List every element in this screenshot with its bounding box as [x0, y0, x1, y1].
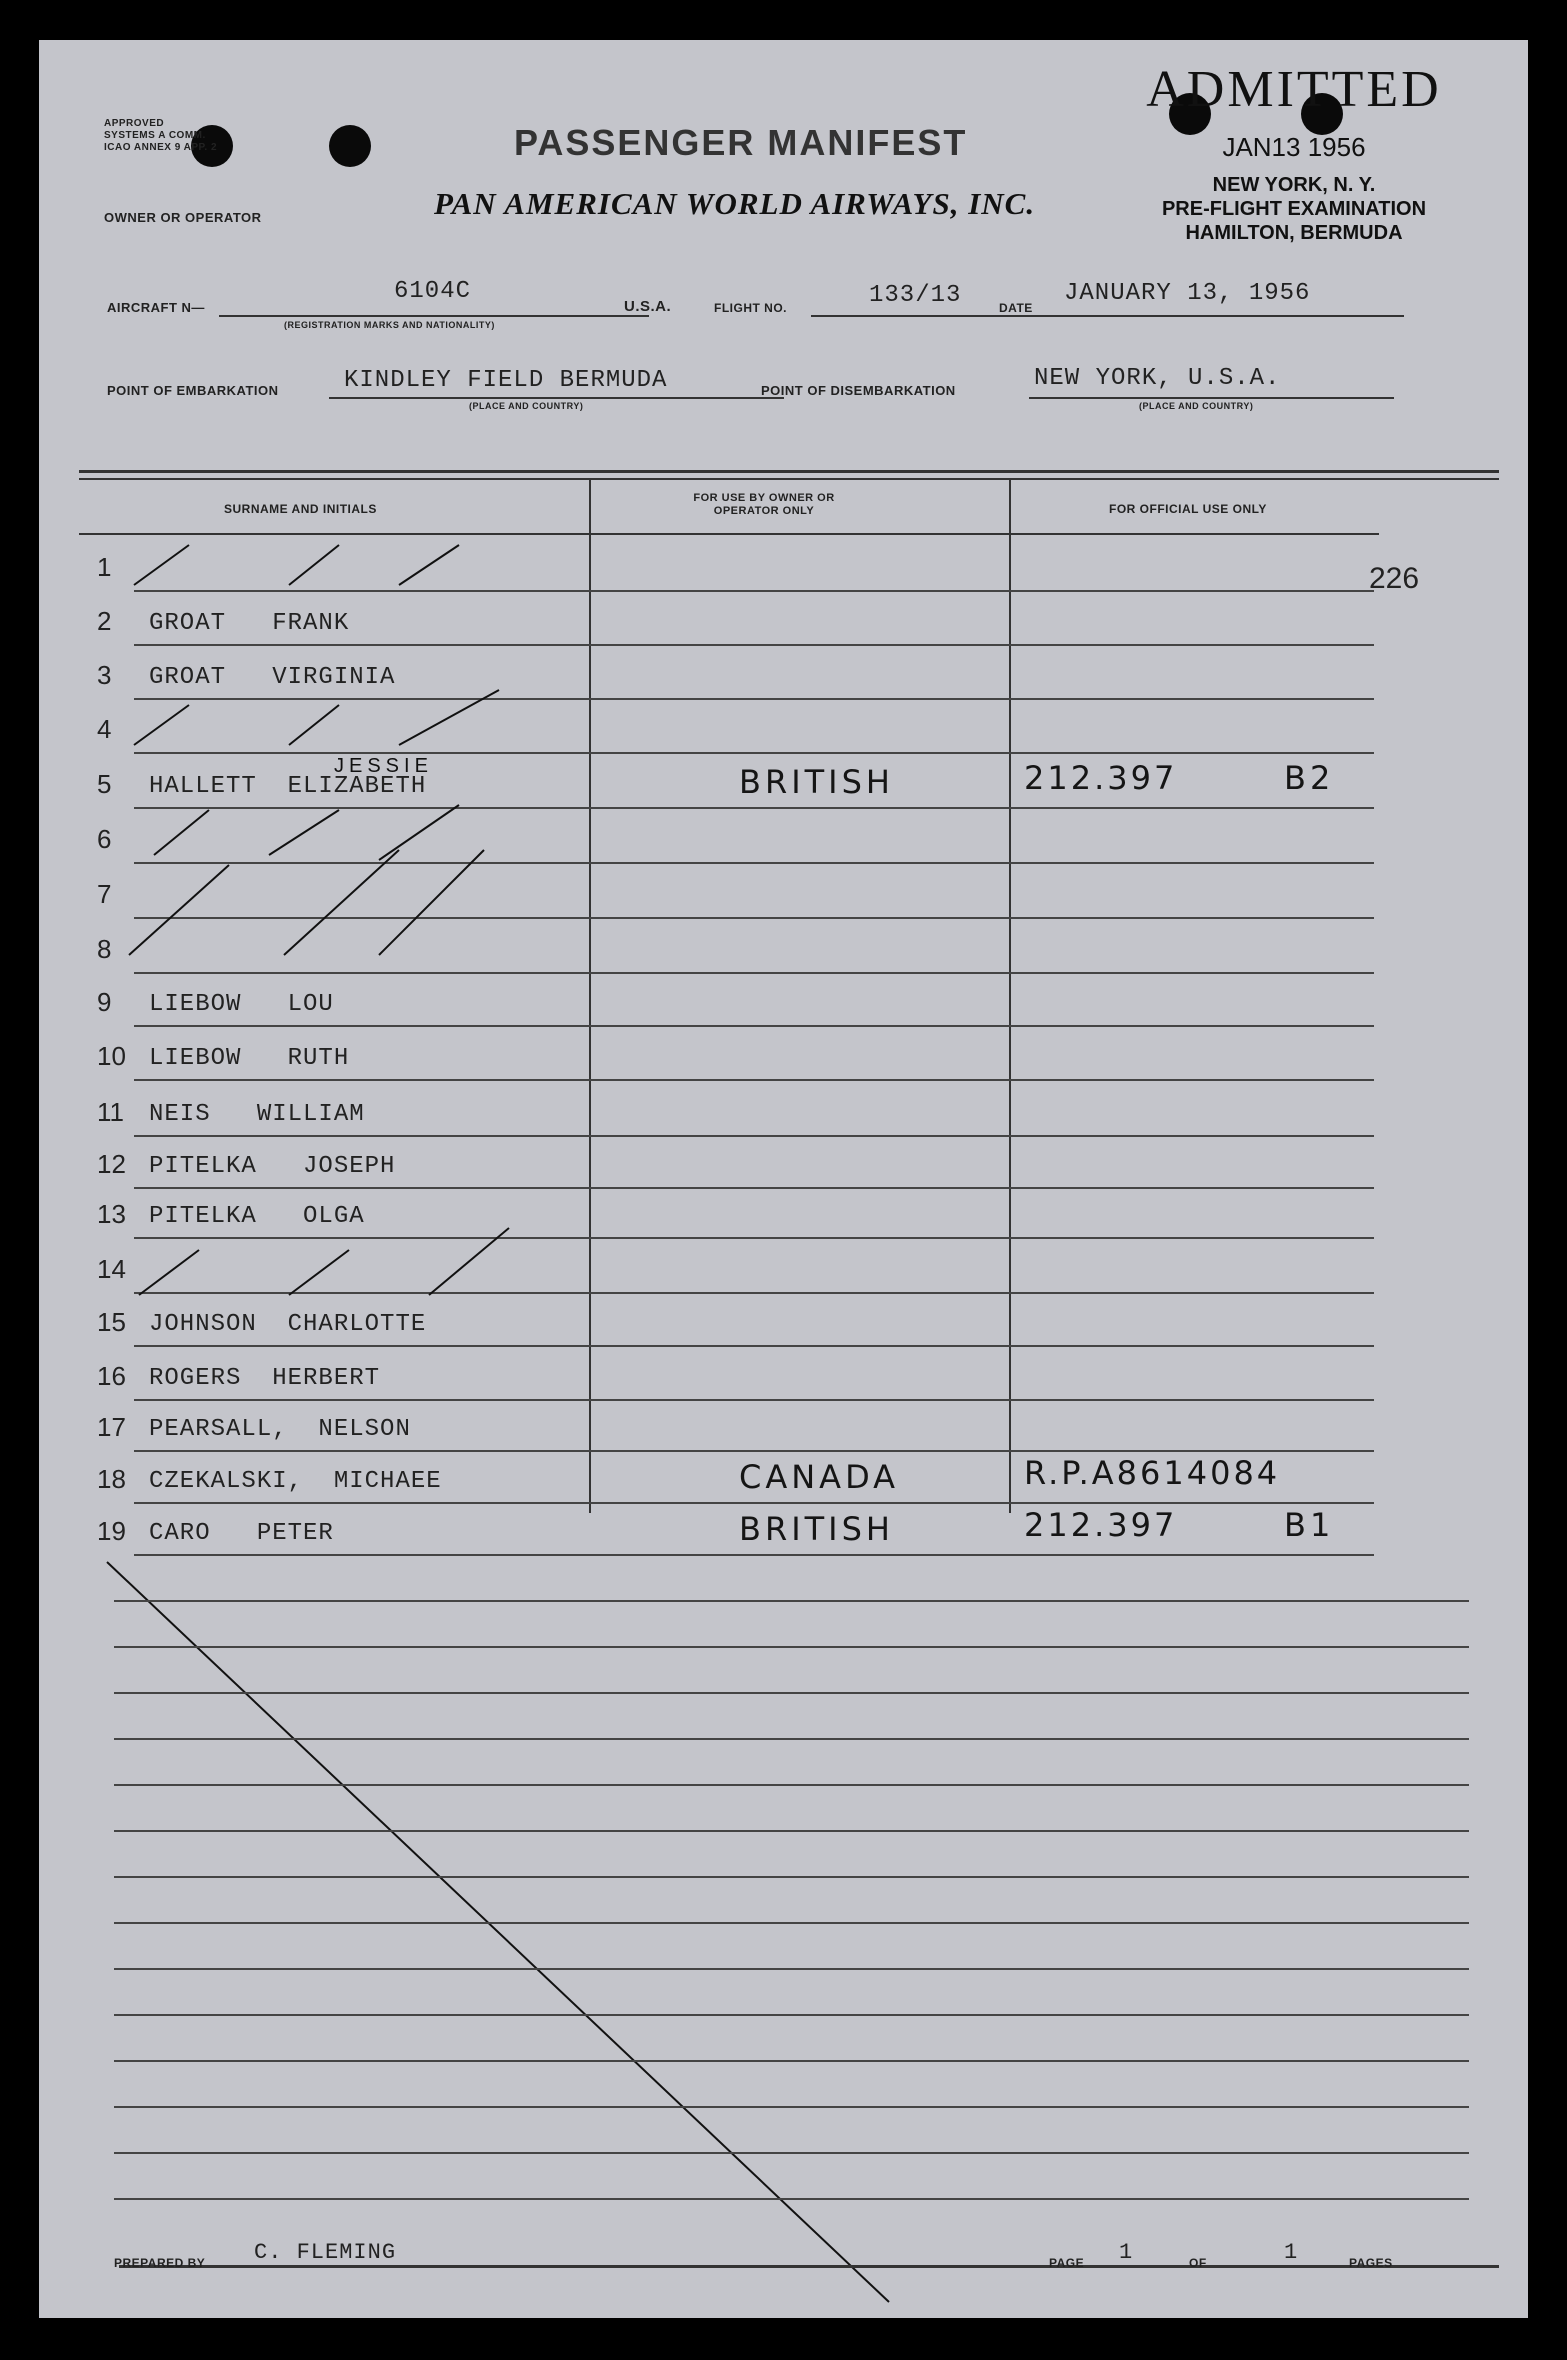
page-value: 1 — [1119, 2240, 1134, 2265]
embark-label: POINT OF EMBARKATION — [107, 383, 279, 398]
row-number: 5 — [97, 769, 112, 799]
passenger-name: GROAT VIRGINIA — [149, 664, 396, 691]
row-number: 6 — [97, 824, 112, 854]
margin-note: 226 — [1369, 562, 1420, 595]
disembark-caption: (PLACE AND COUNTRY) — [1139, 401, 1254, 411]
passenger-name: NEIS WILLIAM — [149, 1101, 365, 1128]
row-number: 18 — [97, 1464, 126, 1494]
passenger-name: LIEBOW RUTH — [149, 1045, 350, 1072]
row-number: 3 — [97, 660, 112, 690]
passenger-name: ROGERS HERBERT — [149, 1365, 381, 1392]
stamp-line: NEW YORK, N. Y. — [1212, 174, 1376, 196]
empty-row-rule — [114, 2060, 1469, 2062]
airline-name: PAN AMERICAN WORLD AIRWAYS, INC. — [434, 186, 1036, 221]
owner-label: OWNER OR OPERATOR — [104, 210, 262, 225]
page-label: PAGE — [1049, 2256, 1085, 2270]
passenger-name: LIEBOW LOU — [149, 991, 334, 1018]
row-number: 12 — [97, 1149, 126, 1179]
manifest-sheet — [39, 40, 1528, 2318]
row-number: 19 — [97, 1516, 126, 1546]
official-note: B2 — [1284, 759, 1335, 797]
row-number: 4 — [97, 714, 112, 744]
empty-row-rule — [114, 1830, 1469, 1832]
name-annotation: JESSIE — [334, 755, 433, 777]
official-use-entry: 212.397 — [1024, 1506, 1178, 1544]
row-number: 9 — [97, 987, 112, 1017]
date-label: DATE — [999, 301, 1033, 315]
embark-caption: (PLACE AND COUNTRY) — [469, 401, 584, 411]
official-use-entry: 212.397 — [1024, 759, 1178, 797]
date-value: JANUARY 13, 1956 — [1064, 280, 1311, 307]
stamp-line: PRE-FLIGHT EXAMINATION — [1161, 198, 1427, 220]
passenger-name: CARO PETER — [149, 1520, 334, 1547]
row-number: 10 — [97, 1041, 126, 1071]
row-number: 8 — [97, 934, 112, 964]
footer-rule — [119, 2265, 1499, 2268]
stamp-date: JAN13 1956 — [1222, 132, 1366, 162]
column-surname: SURNAME AND INITIALS — [224, 502, 377, 516]
empty-row-rule — [114, 2198, 1469, 2200]
row-number: 2 — [97, 606, 112, 636]
owner-use-entry: BRITISH — [739, 763, 894, 801]
aircraft-label: AIRCRAFT N— — [107, 300, 205, 315]
row-number: 1 — [97, 552, 112, 582]
passenger-name: JOHNSON CHARLOTTE — [149, 1311, 427, 1338]
stamp-admitted: ADMITTED — [1146, 61, 1442, 118]
passenger-name: GROAT FRANK — [149, 610, 350, 637]
empty-row-rule — [114, 1968, 1469, 1970]
empty-row-rule — [114, 2152, 1469, 2154]
aircraft-value: 6104C — [394, 278, 472, 305]
approval-line: APPROVED — [104, 118, 165, 129]
of-value: 1 — [1284, 2240, 1299, 2265]
column-official-use: FOR OFFICIAL USE ONLY — [1109, 502, 1267, 516]
registration-caption: (REGISTRATION MARKS AND NATIONALITY) — [284, 320, 495, 330]
of-label: OF — [1189, 2256, 1207, 2270]
approval-line: SYSTEMS A COMM. — [104, 130, 206, 141]
passenger-name: PEARSALL, NELSON — [149, 1416, 411, 1443]
owner-use-entry: CANADA — [739, 1458, 900, 1496]
row-number: 13 — [97, 1199, 126, 1229]
passenger-name: CZEKALSKI, MICHAEE — [149, 1468, 442, 1495]
pages-label: PAGES — [1349, 2256, 1393, 2270]
usa-label: U.S.A. — [624, 298, 672, 315]
empty-row-rule — [114, 1692, 1469, 1694]
passenger-name: HALLETT ELIZABETH — [149, 773, 427, 800]
empty-row-rule — [114, 2106, 1469, 2108]
prepared-label: PREPARED BY — [114, 2256, 206, 2270]
official-use-entry: R.P.A8614084 — [1024, 1454, 1281, 1492]
empty-row-rule — [114, 1876, 1469, 1878]
owner-use-entry: BRITISH — [739, 1510, 894, 1548]
passenger-name: PITELKA JOSEPH — [149, 1153, 396, 1180]
row-number: 11 — [97, 1097, 124, 1127]
stamp-line: HAMILTON, BERMUDA — [1185, 222, 1403, 244]
official-note: B1 — [1284, 1506, 1335, 1544]
empty-row-rule — [114, 1784, 1469, 1786]
page-title: PASSENGER MANIFEST — [514, 122, 968, 163]
column-owner-use: FOR USE BY OWNER OR OPERATOR ONLY — [693, 492, 835, 517]
empty-row-rule — [114, 1600, 1469, 1602]
row-number: 17 — [97, 1412, 126, 1442]
row-number: 16 — [97, 1361, 126, 1391]
empty-row-rule — [114, 1646, 1469, 1648]
flight-label: FLIGHT NO. — [714, 301, 787, 315]
row-number: 7 — [97, 879, 112, 909]
strike-marks — [39, 40, 1528, 2318]
embark-value: KINDLEY FIELD BERMUDA — [344, 367, 668, 394]
disembark-label: POINT OF DISEMBARKATION — [761, 383, 956, 398]
disembark-value: NEW YORK, U.S.A. — [1034, 365, 1281, 392]
empty-row-rule — [114, 1922, 1469, 1924]
row-number: 14 — [97, 1254, 126, 1284]
empty-row-rule — [114, 1738, 1469, 1740]
prepared-value: C. FLEMING — [254, 2240, 397, 2265]
approval-line: ICAO ANNEX 9 APP. 2 — [104, 142, 218, 153]
empty-row-rule — [114, 2014, 1469, 2016]
flight-value: 133/13 — [869, 282, 962, 309]
row-number: 15 — [97, 1307, 126, 1337]
passenger-name: PITELKA OLGA — [149, 1203, 365, 1230]
